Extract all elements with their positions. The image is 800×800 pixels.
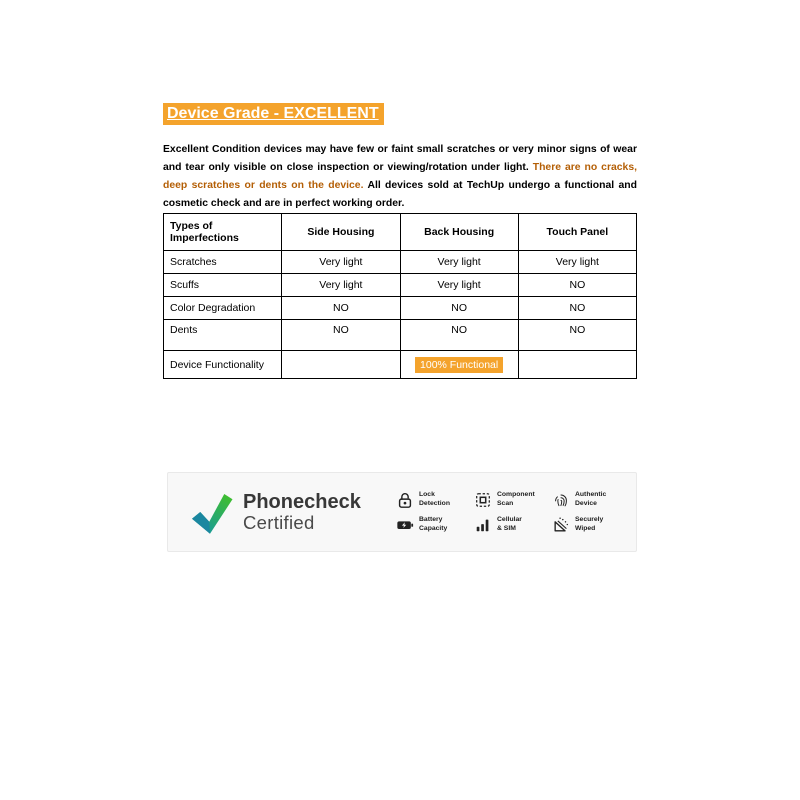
- feature-label: [497, 516, 522, 533]
- row-label: Scuffs: [164, 274, 282, 297]
- feature-label-line1: Authentic: [575, 491, 607, 498]
- feature-label-line1: Component: [497, 491, 535, 498]
- page-title-wrap: [163, 103, 384, 125]
- phonecheck-logo: [186, 488, 361, 536]
- cell-value: Very light: [282, 274, 400, 297]
- feature-authentic-device: [552, 491, 614, 509]
- cell-value: [518, 351, 636, 379]
- feature-label-line1: Cellular: [497, 516, 522, 523]
- feature-component-scan: [474, 491, 536, 509]
- row-label: Scratches: [164, 251, 282, 274]
- feature-label-line2: Device: [575, 499, 597, 507]
- feature-label-line1: Battery: [419, 516, 443, 523]
- header-types-of-imperfections: Types of Imperfections: [164, 214, 282, 251]
- feature-label-line2: Capacity: [419, 524, 448, 532]
- header-side-housing: Side Housing: [282, 214, 400, 251]
- feature-battery-capacity: [396, 516, 458, 534]
- cell-value: [400, 351, 518, 379]
- row-label: Device Functionality: [164, 351, 282, 379]
- feature-label-line2: Detection: [419, 499, 450, 507]
- table-row-device-functionality: [164, 351, 637, 379]
- cell-value: NO: [518, 274, 636, 297]
- table-row-scuffs: [164, 274, 637, 297]
- feature-cellular-sim: [474, 516, 536, 534]
- certification-features: [396, 491, 614, 534]
- feature-label: [575, 491, 606, 508]
- feature-label-line2: & SIM: [497, 524, 516, 532]
- lock-icon: [396, 491, 414, 509]
- functional-highlight: 100% Functional: [415, 357, 503, 373]
- cell-value: NO: [518, 320, 636, 351]
- description-paragraph: [163, 141, 637, 213]
- table-row-color-degradation: [164, 297, 637, 320]
- description-trail: All devices sold at TechUp undergo a functional and cosmetic check and are in perfect working order.: [163, 180, 637, 209]
- phonecheck-logo-text: [243, 492, 361, 533]
- feature-label: [497, 491, 535, 508]
- cell-value: NO: [400, 297, 518, 320]
- feature-label-line1: Lock: [419, 491, 435, 498]
- cell-value: Very light: [282, 251, 400, 274]
- feature-lock-detection: [396, 491, 458, 509]
- cell-value: NO: [518, 297, 636, 320]
- feature-label-line2: Scan: [497, 499, 514, 507]
- cell-value: NO: [282, 320, 400, 351]
- header-touch-panel: Touch Panel: [518, 214, 636, 251]
- cell-value: Very light: [400, 274, 518, 297]
- feature-label-line2: Wiped: [575, 524, 596, 532]
- feature-label: [419, 491, 450, 508]
- table-row-dents: [164, 320, 637, 351]
- row-label: Dents: [164, 320, 282, 351]
- wipe-icon: [552, 516, 570, 534]
- page-title: Device Grade - EXCELLENT: [163, 103, 384, 125]
- phonecheck-certified-card: [167, 472, 637, 552]
- cell-value: [282, 351, 400, 379]
- fingerprint-icon: [552, 491, 570, 509]
- cell-value: Very light: [518, 251, 636, 274]
- description-lead: Excellent Condition devices may have few or faint small scratches or very minor signs of wear and tear only visible on close inspection or viewing/rotation under light.: [163, 144, 637, 173]
- feature-label: [419, 516, 447, 533]
- cell-value: NO: [400, 320, 518, 351]
- component-scan-icon: [474, 491, 492, 509]
- battery-icon: [396, 516, 414, 534]
- cell-value: NO: [282, 297, 400, 320]
- header-back-housing: Back Housing: [400, 214, 518, 251]
- row-label: Color Degradation: [164, 297, 282, 320]
- signal-bars-icon: [474, 516, 492, 534]
- cell-value: Very light: [400, 251, 518, 274]
- feature-label-line1: Securely: [575, 516, 604, 523]
- phonecheck-brand: Phonecheck: [243, 490, 361, 513]
- feature-securely-wiped: [552, 516, 614, 534]
- feature-label: [575, 516, 603, 533]
- table-header-row: [164, 214, 637, 251]
- table-row-scratches: [164, 251, 637, 274]
- description-highlighted: There are no cracks, deep scratches or dents on the device.: [163, 162, 638, 191]
- imperfections-table: [163, 213, 637, 379]
- checkmark-icon: [186, 488, 234, 536]
- phonecheck-subtitle: Certified: [243, 511, 315, 533]
